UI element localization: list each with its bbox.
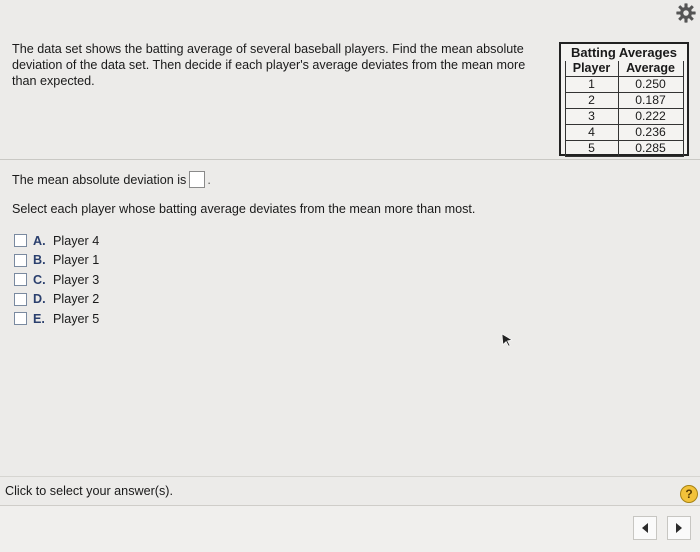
- player-cell: 2: [565, 93, 618, 109]
- option-b[interactable]: [14, 251, 99, 271]
- gear-icon[interactable]: [675, 2, 697, 24]
- help-button[interactable]: ?: [680, 485, 698, 503]
- footer-divider: [0, 476, 700, 477]
- table-row: [565, 93, 683, 109]
- player-cell: 3: [565, 109, 618, 125]
- average-cell: 0.187: [618, 93, 683, 109]
- average-cell: 0.285: [618, 141, 683, 157]
- table-header-row: [565, 61, 683, 77]
- option-label: Player 1: [53, 253, 100, 268]
- option-letter: A.: [33, 233, 46, 248]
- checkbox[interactable]: [14, 312, 27, 325]
- column-header-player: Player: [565, 61, 618, 77]
- column-header-average: Average: [618, 61, 683, 77]
- average-cell: 0.222: [618, 109, 683, 125]
- option-letter: B.: [33, 253, 46, 268]
- player-cell: 4: [565, 125, 618, 141]
- arrow-right-icon: [674, 522, 684, 534]
- option-label: Player 4: [53, 233, 100, 248]
- next-button[interactable]: [667, 516, 691, 540]
- table-row: [565, 125, 683, 141]
- table-row: [565, 109, 683, 125]
- option-e[interactable]: [14, 309, 99, 329]
- checkbox[interactable]: [14, 293, 27, 306]
- mad-answer-input[interactable]: [189, 171, 205, 188]
- mad-label: The mean absolute deviation is: [12, 172, 187, 187]
- question-text: The data set shows the batting average of several baseball players. Find the mean absolute deviation of the data set. Then decide if each player's average deviates from the mean more than expected.: [12, 42, 526, 88]
- player-cell: 1: [565, 77, 618, 93]
- checkbox[interactable]: [14, 273, 27, 286]
- option-letter: D.: [33, 292, 46, 307]
- option-d[interactable]: [14, 290, 99, 310]
- answer-options: [14, 231, 99, 329]
- previous-button[interactable]: [633, 516, 657, 540]
- footer-instruction: Click to select your answer(s).: [5, 484, 173, 498]
- average-cell: 0.236: [618, 125, 683, 141]
- checkbox[interactable]: [14, 234, 27, 247]
- mad-suffix: .: [207, 172, 211, 187]
- navigation-bar: [0, 505, 700, 552]
- player-cell: 5: [565, 141, 618, 157]
- select-prompt: Select each player whose batting average deviates from the mean more than most.: [12, 202, 476, 216]
- checkbox[interactable]: [14, 254, 27, 267]
- data-table: [565, 61, 684, 157]
- arrow-left-icon: [640, 522, 650, 534]
- option-label: Player 3: [53, 272, 100, 287]
- table-row: [565, 141, 683, 157]
- batting-averages-table: [559, 42, 689, 156]
- option-letter: C.: [33, 272, 46, 287]
- option-c[interactable]: [14, 270, 99, 290]
- option-label: Player 5: [53, 311, 100, 326]
- mad-prompt: [12, 171, 211, 188]
- average-cell: 0.250: [618, 77, 683, 93]
- table-title: Batting Averages: [571, 45, 677, 60]
- option-label: Player 2: [53, 292, 100, 307]
- option-a[interactable]: [14, 231, 99, 251]
- section-divider: [0, 159, 700, 160]
- mouse-cursor-icon: [500, 333, 514, 347]
- option-letter: E.: [33, 311, 45, 326]
- table-row: [565, 77, 683, 93]
